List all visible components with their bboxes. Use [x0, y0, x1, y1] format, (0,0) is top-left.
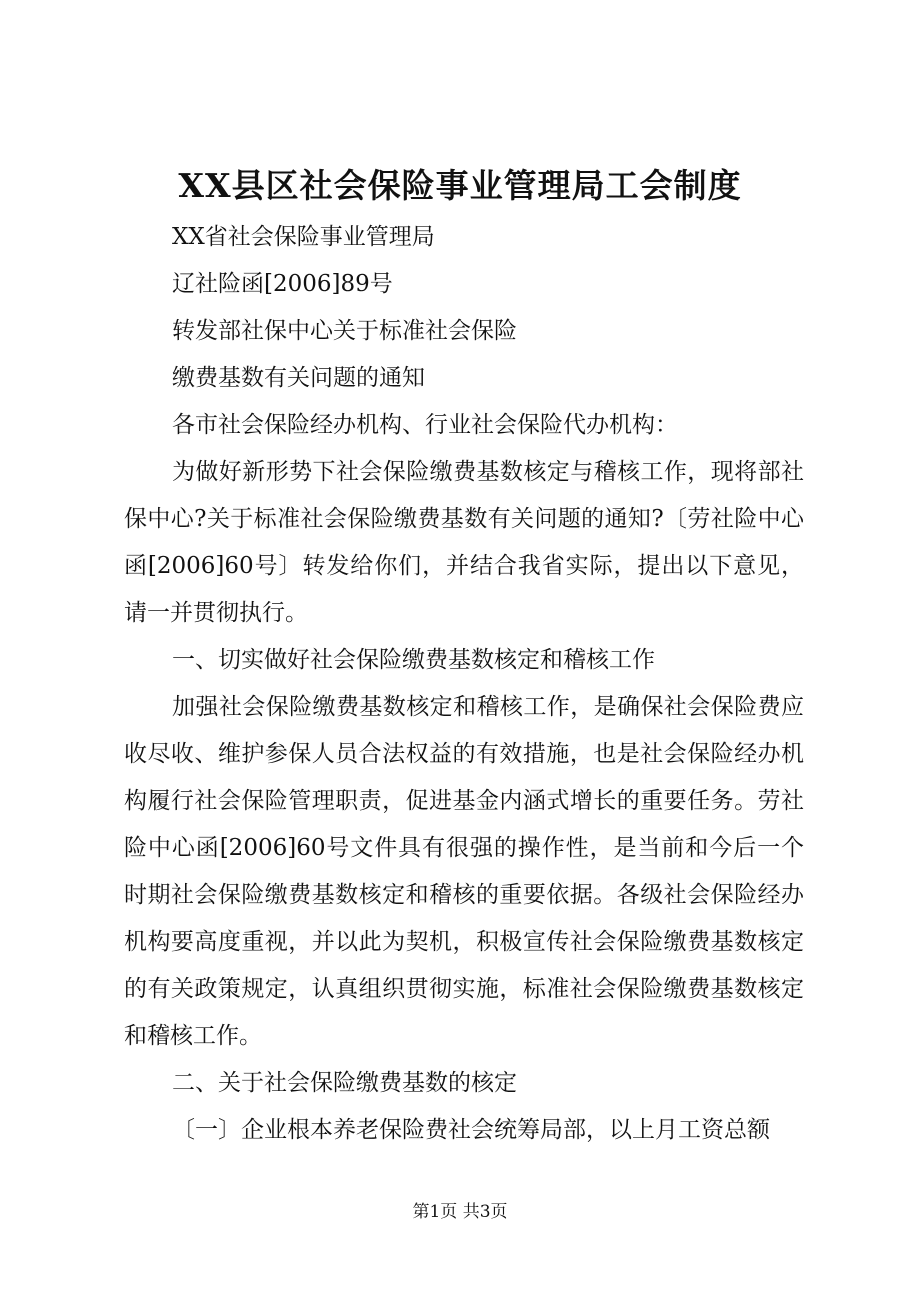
addressee-line: 各市社会保险经办机构、行业社会保险代办机构：: [172, 412, 678, 438]
intro-paragraph: 为做好新形势下社会保险缴费基数核定与稽核工作，现将部社保中心?关于标准社会保险缴费基数有关问题的通知?〔劳社险中心函[2006]60号〕转发给你们，并结合我省实际，提出以下意见，请一并贯彻执行。: [124, 459, 804, 626]
issuer-line: XX省社会保险事业管理局: [172, 224, 435, 250]
document-title: XX县区社会保险事业管理局工会制度: [178, 166, 742, 205]
section-2-paragraph: 〔一〕企业根本养老保险费社会统筹局部，以上月工资总额: [172, 1117, 770, 1143]
section-heading-1: 一、切实做好社会保险缴费基数核定和稽核工作: [172, 647, 655, 673]
notice-subject-line-2: 缴费基数有关问题的通知: [172, 365, 425, 391]
section-heading-2: 二、关于社会保险缴费基数的核定: [172, 1070, 517, 1096]
document-number: 辽社险函[2006]89号: [172, 271, 393, 297]
notice-subject-line-1: 转发部社保中心关于标准社会保险: [172, 318, 517, 344]
page-footer: 第1页 共3页: [412, 1202, 508, 1222]
section-1-paragraph: 加强社会保险缴费基数核定和稽核工作，是确保社会保险费应收尽收、维护参保人员合法权益的有效措施，也是社会保险经办机构履行社会保险管理职责，促进基金内涵式增长的重要任务。劳社险中心函[2006]60号文件具有很强的操作性，是当前和今后一个时期社会保险缴费基数核定和稽核的重要依据。各级社会保险经办机构要高度重视，并以此为契机，积极宣传社会保险缴费基数核定的有关政策规定，认真组织贯彻实施，标准社会保险缴费基数核定和稽核工作。: [124, 694, 804, 1049]
document-body: [124, 214, 804, 1154]
